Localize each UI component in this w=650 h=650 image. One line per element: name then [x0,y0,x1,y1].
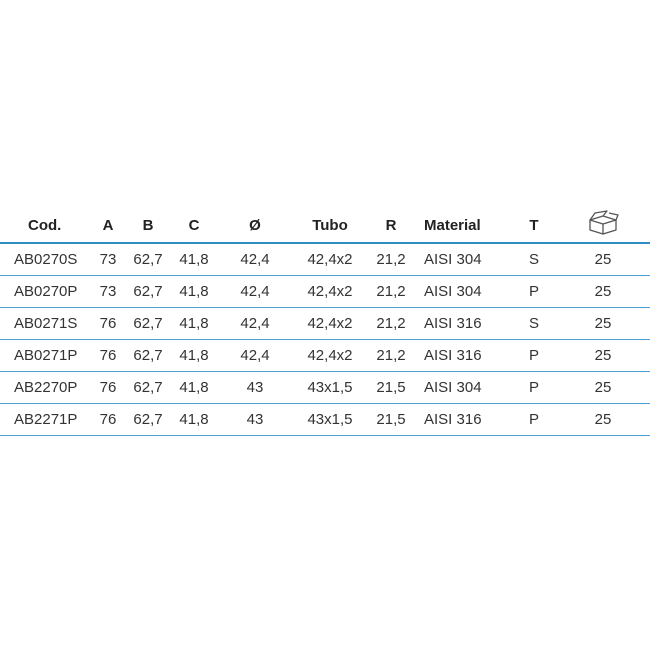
cell-qty: 25 [594,251,612,268]
cell-tubo: 43x1,5 [307,411,353,428]
cell-b: 62,7 [133,379,163,396]
header-tubo: Tubo [312,216,348,234]
cell-diameter: 42,4 [240,347,270,364]
cell-r: 21,5 [376,411,406,428]
header-cod: Cod. [28,216,62,234]
cell-t: P [528,283,539,300]
table-row [0,372,650,404]
cell-t: P [528,347,539,364]
cell-tubo: 42,4x2 [307,283,353,300]
cell-diameter: 42,4 [240,251,270,268]
cell-qty: 25 [594,347,612,364]
cell-c: 41,8 [179,251,209,268]
cell-material: AISI 316 [424,411,482,428]
header-a: A [102,216,114,234]
table-row [0,340,650,372]
table-row [0,308,650,340]
cell-r: 21,5 [376,379,406,396]
cell-cod: AB0270P [14,283,78,300]
table-row [0,404,650,436]
cell-r: 21,2 [376,315,406,332]
cell-t: S [528,315,539,332]
cell-material: AISI 316 [424,347,482,364]
cell-cod: AB0271P [14,347,78,364]
cell-qty: 25 [594,379,612,396]
header-material: Material [424,216,481,234]
cell-tubo: 43x1,5 [307,379,353,396]
cell-diameter: 42,4 [240,315,270,332]
cell-material: AISI 316 [424,315,482,332]
box-icon [587,210,619,240]
cell-material: AISI 304 [424,379,482,396]
cell-qty: 25 [594,315,612,332]
cell-qty: 25 [594,411,612,428]
header-c: C [188,216,200,234]
cell-a: 76 [99,411,117,428]
cell-a: 73 [99,283,117,300]
cell-tubo: 42,4x2 [307,347,353,364]
cell-t: P [528,379,539,396]
header-b: B [142,216,154,234]
cell-c: 41,8 [179,411,209,428]
header-t: T [529,216,539,234]
cell-c: 41,8 [179,283,209,300]
cell-a: 76 [99,315,117,332]
cell-diameter: 42,4 [240,283,270,300]
cell-c: 41,8 [179,379,209,396]
cell-b: 62,7 [133,283,163,300]
cell-qty: 25 [594,283,612,300]
cell-tubo: 42,4x2 [307,251,353,268]
cell-t: P [528,411,539,428]
cell-c: 41,8 [179,315,209,332]
cell-r: 21,2 [376,251,406,268]
header-box [556,208,650,243]
cell-material: AISI 304 [424,251,482,268]
spec-table [0,208,650,436]
header-r: R [385,216,397,234]
cell-a: 76 [99,347,117,364]
cell-cod: AB2270P [14,379,78,396]
cell-a: 73 [99,251,117,268]
cell-r: 21,2 [376,347,406,364]
cell-cod: AB0270S [14,251,78,268]
cell-b: 62,7 [133,251,163,268]
cell-cod: AB0271S [14,315,78,332]
table-row [0,276,650,308]
cell-b: 62,7 [133,411,163,428]
cell-cod: AB2271P [14,411,78,428]
cell-c: 41,8 [179,347,209,364]
cell-a: 76 [99,379,117,396]
cell-b: 62,7 [133,315,163,332]
table-header-row [0,208,650,243]
cell-tubo: 42,4x2 [307,315,353,332]
cell-b: 62,7 [133,347,163,364]
table-row [0,243,650,276]
cell-r: 21,2 [376,283,406,300]
header-diameter: Ø [249,216,261,234]
cell-diameter: 43 [246,411,264,428]
cell-material: AISI 304 [424,283,482,300]
cell-t: S [528,251,539,268]
cell-diameter: 43 [246,379,264,396]
